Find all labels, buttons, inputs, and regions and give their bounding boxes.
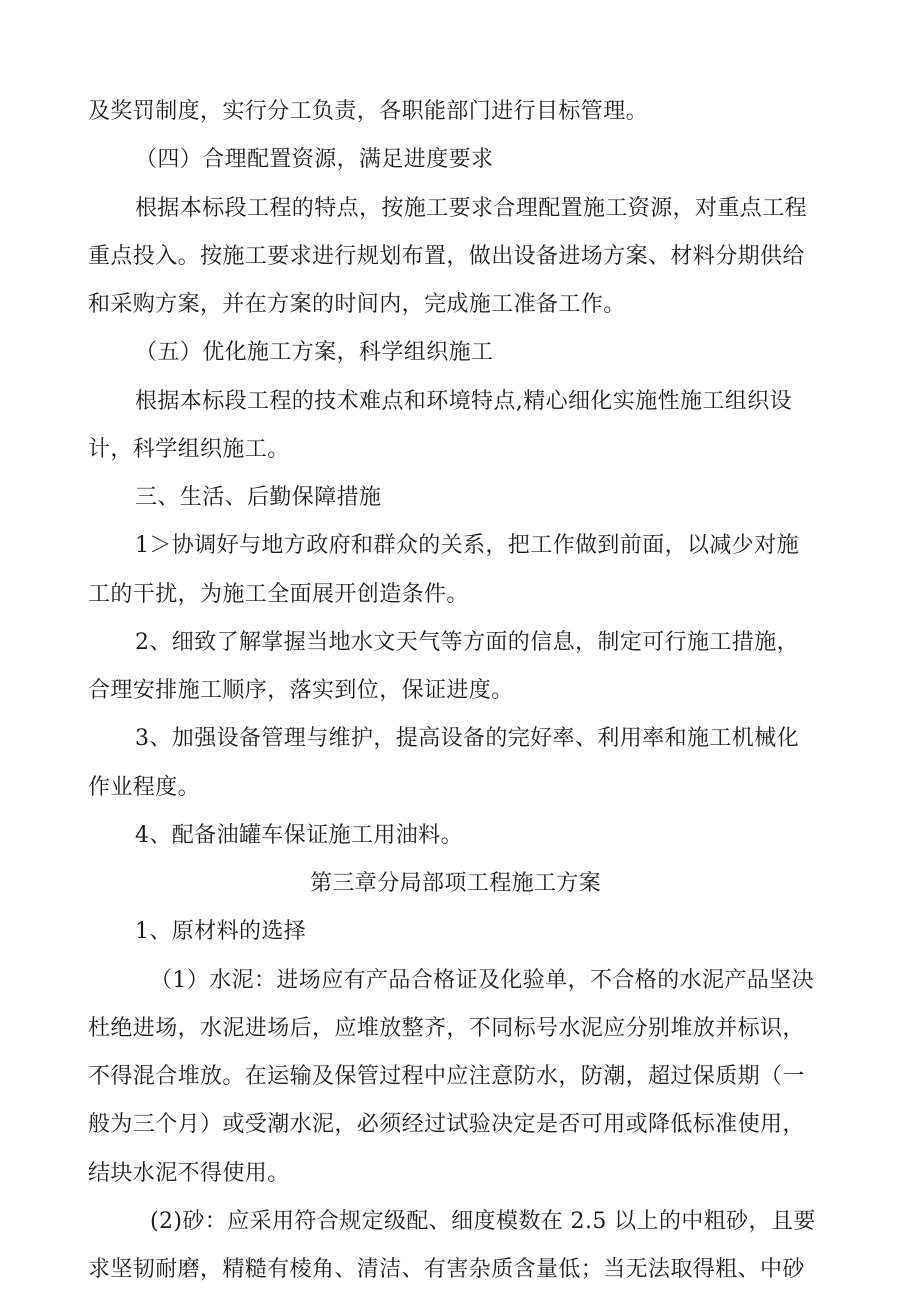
paragraph-line: （1）水泥：进场应有产品合格证及化验单，不合格的水泥产品坚决	[150, 968, 814, 993]
list-item-line: 工的干扰，为施工全面展开创造条件。	[88, 582, 469, 607]
list-item-line: 4、配备油罐车保证施工用油料。	[135, 823, 463, 848]
section-heading: （五）优化施工方案，科学组织施工	[135, 340, 494, 365]
paragraph-line: 杜绝进场，水泥进场后，应堆放整齐，不同标号水泥应分别堆放并标识，	[88, 1016, 805, 1041]
list-item-line: 3、加强设备管理与维护，提高设备的完好率、利用率和施工机械化	[135, 726, 799, 751]
chapter-title: 第三章分局部项工程施工方案	[310, 871, 602, 896]
section-heading: 1、原材料的选择	[135, 919, 307, 944]
section-heading: （四）合理配置资源，满足进度要求	[135, 147, 494, 172]
section-heading: 三、生活、后勤保障措施	[135, 485, 382, 510]
paragraph-line: 求坚韧耐磨，精糙有棱角、清洁、有害杂质含量低；当无法取得粗、中砂	[88, 1257, 805, 1282]
list-item-line: 合理安排施工顺序，落实到位，保证进度。	[88, 678, 514, 703]
paragraph-line: 和采购方案，并在方案的时间内，完成施工准备工作。	[88, 292, 626, 317]
paragraph-line: 及奖罚制度，实行分工负责，各职能部门进行目标管理。	[88, 99, 649, 124]
paragraph-line: 重点投入。按施工要求进行规划布置，做出设备进场方案、材料分期供给	[88, 244, 805, 269]
paragraph-line: 根据本标段工程的特点，按施工要求合理配置施工资源，对重点工程	[135, 196, 808, 221]
paragraph-line: 根据本标段工程的技术难点和环境特点,精心细化实施性施工组织设	[135, 389, 792, 414]
list-item-line: 2、细致了解掌握当地水文天气等方面的信息，制定可行施工措施，	[135, 630, 799, 655]
paragraph-line: 不得混合堆放。在运输及保管过程中应注意防水，防潮，超过保质期（一	[88, 1064, 805, 1089]
paragraph-line: 结块水泥不得使用。	[88, 1161, 290, 1186]
list-item-line: 1＞协调好与地方政府和群众的关系，把工作做到前面，以减少对施	[135, 533, 799, 558]
paragraph-line: 计，科学组织施工。	[88, 437, 290, 462]
paragraph-line: 般为三个月）或受潮水泥，必须经过试验决定是否可用或降低标准使用，	[88, 1112, 805, 1137]
list-item-line: 作业程度。	[88, 775, 201, 800]
paragraph-line: (2)砂：应采用符合规定级配、细度模数在 2.5 以上的中粗砂，且要	[150, 1209, 816, 1234]
